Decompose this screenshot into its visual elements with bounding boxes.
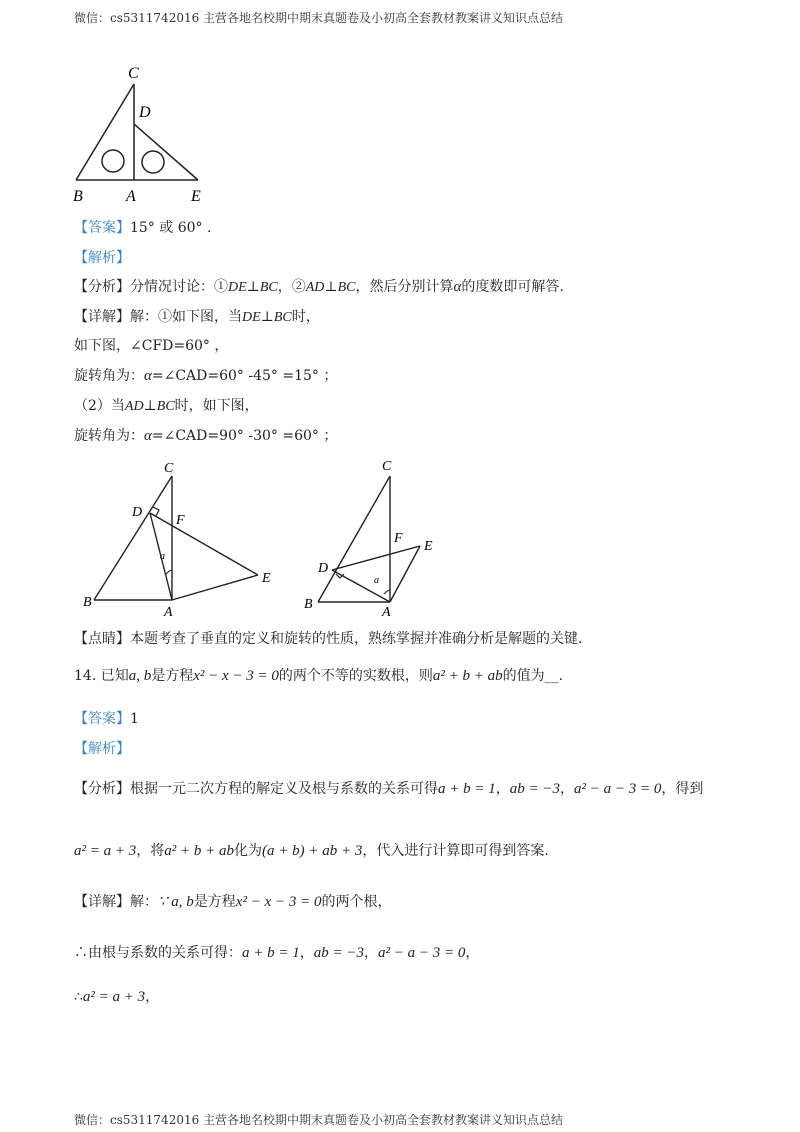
q14-fenxi-text-1: 根据一元二次方程的解定义及根与系数的关系可得 (130, 781, 438, 797)
line-b-pre: 旋转角为： (74, 368, 144, 384)
detail-perp: ⊥ (260, 309, 274, 325)
q14-t1-eq1: a + b = 1 (242, 945, 300, 961)
q14-answer (74, 710, 139, 728)
q14-detail-because: ∵ a, b (158, 894, 194, 910)
therefore-symbol-2: ∴ (74, 989, 83, 1005)
fig2-label-a-small: a (160, 551, 165, 562)
q14-detail-text-3: 的两个根， (321, 894, 392, 910)
figure-2-rotation-case-1 (80, 458, 280, 618)
q13-fenxi (74, 278, 564, 297)
q13-analysis-tag: 【解析】 (74, 250, 130, 266)
q13-line-d (74, 427, 337, 445)
dianjing-text: 本题考查了垂直的定义和旋转的性质，熟练掌握并准确分析是解题的关键. (130, 631, 583, 647)
detail-de: DE (242, 310, 261, 325)
fenxi-de: DE (228, 280, 247, 295)
q14-number: 14. 已知 (74, 668, 129, 684)
figure-1-triangles (70, 62, 220, 212)
fig2-label-b: B (83, 595, 92, 610)
q14-text-1: 的两个不等的实数根，则 (278, 668, 433, 684)
q14-detail-text-1: 解： (130, 894, 158, 910)
q14-ab: a, b (128, 668, 152, 684)
q14-fenxi-comma2: ， (560, 781, 574, 797)
q14-fenxi-eq3: a² − a − 3 = 0 (574, 781, 662, 797)
dianjing-tag: 【点睛】 (74, 631, 130, 647)
q14-fenxi (74, 780, 703, 798)
fenxi-alpha: α (453, 279, 462, 295)
q14-l2-eq: a² = a + 3 (74, 843, 137, 859)
q13-line-a: 如下图，∠CFD=60° ， (74, 338, 229, 354)
q14-l2-text-2: 化为 (234, 843, 262, 859)
fenxi-text-1: 分情况讨论：① (130, 279, 228, 295)
fig3-label-e: E (424, 539, 433, 554)
q13-line-c (74, 397, 259, 416)
line-b-alpha: α (144, 368, 152, 384)
page-footer: 微信：cs5311742016 主营各地名校期中期末真题卷及小初高全套教材教案讲义知识点总结 (74, 1113, 564, 1127)
page-header: 微信：cs5311742016 主营各地名校期中期末真题卷及小初高全套教材教案讲义知识点总结 (74, 11, 564, 25)
q14-equation: x² − x − 3 = 0 (193, 668, 279, 684)
line-c-ad: AD (124, 399, 144, 414)
line-c-2: 时，如下图， (174, 398, 259, 414)
q14-fenxi-eq1: a + b = 1 (438, 781, 496, 797)
fig3-label-c: C (382, 459, 392, 474)
q14-detail (74, 893, 391, 911)
fig3-label-a: A (382, 605, 391, 620)
q13-dianjing (74, 630, 582, 648)
fig1-label-a: A (126, 188, 136, 205)
line-c-bc: BC (156, 399, 175, 414)
fenxi-tag: 【分析】 (74, 279, 130, 295)
line-d-alpha: α (144, 428, 152, 444)
fenxi-perp-1: ⊥ (246, 279, 260, 295)
q14-l2-expr2: (a + b) + ab + 3 (262, 843, 363, 859)
q14-l2-text-3: ，代入进行计算即可得到答案. (362, 843, 549, 859)
line-c-1: （2）当 (74, 398, 125, 414)
q14-therefore-1 (74, 944, 479, 962)
detail-text-2: 时， (291, 309, 320, 325)
q14-fenxi-tag: 【分析】 (74, 781, 130, 797)
fig3-label-f: F (394, 531, 403, 546)
fig3-label-b: B (304, 597, 313, 612)
q14-answer-text: 1 (130, 711, 139, 727)
q13-detail (74, 308, 320, 327)
q14-t2-c: ， (145, 989, 160, 1005)
fig2-label-d: D (132, 505, 143, 520)
q14-t2-eq: a² = a + 3 (82, 989, 146, 1005)
line-d-post: =∠CAD=90° -30° =60° ； (151, 428, 338, 444)
q13-line-b (74, 367, 337, 385)
q14-fenxi-comma: ， (495, 781, 510, 797)
q14-t1-eq2: ab = −3 (313, 945, 364, 961)
fenxi-bc-1: BC (259, 280, 278, 295)
fenxi-ad: AD (305, 280, 325, 295)
fig1-label-b: B (73, 188, 83, 205)
q14-text-2: 的值为__. (502, 668, 564, 684)
detail-text-1: 解：①如下图，当 (130, 309, 242, 325)
fig3-label-a-small: a (374, 575, 379, 586)
detail-bc: BC (273, 310, 292, 325)
fig2-label-e: E (262, 571, 271, 586)
detail-tag: 【详解】 (74, 309, 130, 325)
fig1-label-c: C (128, 65, 139, 82)
fenxi-text-3: ，然后分别计算 (355, 279, 454, 295)
fenxi-perp-2: ⊥ (324, 279, 338, 295)
q14-fenxi-line-2 (74, 842, 549, 860)
line-d-pre: 旋转角为： (74, 428, 144, 444)
q14-analysis-tag: 【解析】 (74, 741, 130, 757)
q14-therefore-2 (74, 988, 159, 1006)
q14-expression: a² + b + ab (432, 668, 503, 684)
q14-detail-eq: x² − x − 3 = 0 (235, 894, 322, 910)
fig2-label-a: A (164, 605, 173, 618)
fig3-label-d: D (318, 561, 329, 576)
line-c-perp: ⊥ (143, 398, 157, 414)
q14-l2-text-1: ，将 (136, 843, 165, 859)
q14-answer-tag: 【答案】 (74, 711, 130, 727)
fig1-label-d: D (139, 104, 151, 121)
q14-l2-expr: a² + b + ab (164, 843, 234, 859)
q14-t1-text: 由根与系数的关系可得： (88, 945, 242, 961)
q14-t1-c1: ， (299, 945, 314, 961)
q14-is-root: 是方程 (151, 668, 194, 684)
q13-answer (74, 219, 211, 237)
q14-t1-c2: ， (364, 945, 378, 961)
q14-fenxi-text-2: ，得到 (661, 781, 704, 797)
q14-fenxi-eq2: ab = −3 (509, 781, 560, 797)
fenxi-bc-2: BC (337, 280, 356, 295)
q14-detail-text-2: 是方程 (193, 894, 236, 910)
therefore-symbol-1: ∴ (74, 945, 88, 961)
answer-text: 15° 或 60° . (130, 220, 212, 236)
figure-3-rotation-case-2 (300, 456, 460, 621)
q14-t1-c3: ， (465, 945, 480, 961)
fig1-label-e: E (191, 188, 201, 205)
answer-tag: 【答案】 (74, 220, 130, 236)
q14-statement (74, 667, 563, 685)
fig2-label-f: F (176, 513, 185, 528)
fig2-label-c: C (164, 461, 174, 476)
line-b-post: =∠CAD=60° -45° =15° ； (151, 368, 338, 384)
q14-t1-eq3: a² − a − 3 = 0 (378, 945, 466, 961)
fenxi-text-4: 的度数即可解答. (461, 279, 564, 295)
q14-detail-tag: 【详解】 (74, 894, 130, 910)
fenxi-text-2: ，② (277, 279, 306, 295)
